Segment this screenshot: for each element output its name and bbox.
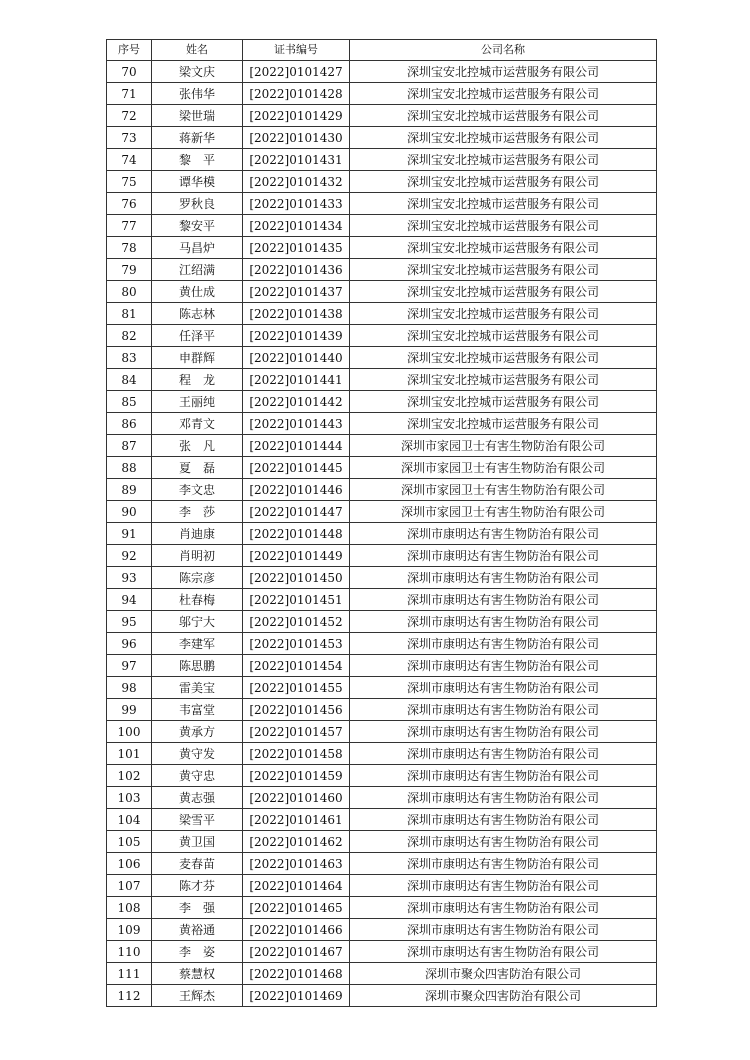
table-row [107,281,657,303]
row-name: 肖明初 [152,545,243,567]
table-row [107,149,657,171]
row-certificate-number: [2022]0101467 [243,941,350,963]
row-name: 黄仕成 [152,281,243,303]
row-certificate-number: [2022]0101457 [243,721,350,743]
row-certificate-number: [2022]0101444 [243,435,350,457]
row-serial-number: 79 [107,259,152,281]
row-serial-number: 72 [107,105,152,127]
row-serial-number: 106 [107,853,152,875]
row-company-name: 深圳市康明达有害生物防治有限公司 [350,875,657,897]
header-serial-number: 序号 [107,40,152,61]
row-company-name: 深圳市康明达有害生物防治有限公司 [350,589,657,611]
row-name: 黎 平 [152,149,243,171]
row-certificate-number: [2022]0101441 [243,369,350,391]
table-row [107,303,657,325]
row-name: 梁雪平 [152,809,243,831]
row-name: 陈志林 [152,303,243,325]
row-certificate-number: [2022]0101428 [243,83,350,105]
row-certificate-number: [2022]0101436 [243,259,350,281]
table-row [107,259,657,281]
row-serial-number: 102 [107,765,152,787]
row-name: 李 莎 [152,501,243,523]
table-row [107,83,657,105]
row-company-name: 深圳宝安北控城市运营服务有限公司 [350,193,657,215]
row-name: 黄守发 [152,743,243,765]
table-row [107,171,657,193]
row-name: 黄志强 [152,787,243,809]
row-company-name: 深圳宝安北控城市运营服务有限公司 [350,149,657,171]
row-name: 梁世瑞 [152,105,243,127]
row-company-name: 深圳宝安北控城市运营服务有限公司 [350,369,657,391]
header-certificate-number: 证书编号 [243,40,350,61]
row-company-name: 深圳市康明达有害生物防治有限公司 [350,655,657,677]
table-row [107,875,657,897]
row-certificate-number: [2022]0101449 [243,545,350,567]
table-row [107,435,657,457]
row-company-name: 深圳宝安北控城市运营服务有限公司 [350,259,657,281]
row-serial-number: 92 [107,545,152,567]
row-serial-number: 96 [107,633,152,655]
table-body [107,61,657,1007]
row-name: 李建军 [152,633,243,655]
certificate-table [106,39,657,1007]
row-name: 黄承方 [152,721,243,743]
table-row [107,457,657,479]
row-name: 蒋新华 [152,127,243,149]
row-certificate-number: [2022]0101463 [243,853,350,875]
row-name: 张 凡 [152,435,243,457]
row-company-name: 深圳市康明达有害生物防治有限公司 [350,765,657,787]
row-serial-number: 112 [107,985,152,1007]
row-serial-number: 93 [107,567,152,589]
row-certificate-number: [2022]0101453 [243,633,350,655]
row-serial-number: 76 [107,193,152,215]
row-company-name: 深圳宝安北控城市运营服务有限公司 [350,413,657,435]
row-name: 江绍满 [152,259,243,281]
row-serial-number: 109 [107,919,152,941]
row-company-name: 深圳宝安北控城市运营服务有限公司 [350,347,657,369]
row-certificate-number: [2022]0101446 [243,479,350,501]
row-company-name: 深圳宝安北控城市运营服务有限公司 [350,281,657,303]
row-certificate-number: [2022]0101448 [243,523,350,545]
row-name: 马昌炉 [152,237,243,259]
row-certificate-number: [2022]0101462 [243,831,350,853]
table-row [107,677,657,699]
row-company-name: 深圳市康明达有害生物防治有限公司 [350,567,657,589]
table-row [107,787,657,809]
row-certificate-number: [2022]0101435 [243,237,350,259]
row-company-name: 深圳市家园卫士有害生物防治有限公司 [350,479,657,501]
row-certificate-number: [2022]0101440 [243,347,350,369]
row-name: 陈宗彦 [152,567,243,589]
table-row [107,963,657,985]
row-certificate-number: [2022]0101459 [243,765,350,787]
row-serial-number: 89 [107,479,152,501]
row-name: 黄卫国 [152,831,243,853]
row-serial-number: 83 [107,347,152,369]
row-name: 夏 磊 [152,457,243,479]
row-company-name: 深圳市康明达有害生物防治有限公司 [350,809,657,831]
row-certificate-number: [2022]0101458 [243,743,350,765]
row-name: 黎安平 [152,215,243,237]
row-company-name: 深圳市聚众四害防治有限公司 [350,963,657,985]
row-certificate-number: [2022]0101460 [243,787,350,809]
row-serial-number: 70 [107,61,152,83]
row-serial-number: 94 [107,589,152,611]
table-row [107,391,657,413]
table-row [107,611,657,633]
row-name: 韦富堂 [152,699,243,721]
row-company-name: 深圳市康明达有害生物防治有限公司 [350,919,657,941]
row-name: 黄守忠 [152,765,243,787]
row-company-name: 深圳市康明达有害生物防治有限公司 [350,523,657,545]
table-row [107,809,657,831]
row-company-name: 深圳市康明达有害生物防治有限公司 [350,545,657,567]
row-serial-number: 82 [107,325,152,347]
row-company-name: 深圳市康明达有害生物防治有限公司 [350,831,657,853]
row-certificate-number: [2022]0101452 [243,611,350,633]
table-row [107,765,657,787]
row-serial-number: 90 [107,501,152,523]
row-name: 任泽平 [152,325,243,347]
row-serial-number: 104 [107,809,152,831]
row-name: 王辉杰 [152,985,243,1007]
table-row [107,545,657,567]
row-serial-number: 75 [107,171,152,193]
row-certificate-number: [2022]0101451 [243,589,350,611]
table-row [107,369,657,391]
table-row [107,853,657,875]
row-name: 麦春苗 [152,853,243,875]
row-certificate-number: [2022]0101431 [243,149,350,171]
row-company-name: 深圳市康明达有害生物防治有限公司 [350,787,657,809]
table-row [107,237,657,259]
row-certificate-number: [2022]0101427 [243,61,350,83]
table-row [107,567,657,589]
row-company-name: 深圳宝安北控城市运营服务有限公司 [350,215,657,237]
row-company-name: 深圳市家园卫士有害生物防治有限公司 [350,435,657,457]
row-company-name: 深圳市康明达有害生物防治有限公司 [350,853,657,875]
row-certificate-number: [2022]0101438 [243,303,350,325]
row-serial-number: 80 [107,281,152,303]
row-certificate-number: [2022]0101430 [243,127,350,149]
row-name: 梁文庆 [152,61,243,83]
row-serial-number: 110 [107,941,152,963]
table-row [107,105,657,127]
row-name: 雷美宝 [152,677,243,699]
row-serial-number: 100 [107,721,152,743]
row-serial-number: 98 [107,677,152,699]
row-serial-number: 111 [107,963,152,985]
table-row [107,589,657,611]
table-row [107,347,657,369]
row-name: 李文忠 [152,479,243,501]
row-name: 邬宁大 [152,611,243,633]
table-row [107,127,657,149]
row-company-name: 深圳宝安北控城市运营服务有限公司 [350,303,657,325]
table-row [107,193,657,215]
table-row [107,633,657,655]
row-serial-number: 107 [107,875,152,897]
row-serial-number: 103 [107,787,152,809]
row-certificate-number: [2022]0101442 [243,391,350,413]
table-row [107,919,657,941]
row-company-name: 深圳宝安北控城市运营服务有限公司 [350,237,657,259]
row-company-name: 深圳市康明达有害生物防治有限公司 [350,699,657,721]
row-certificate-number: [2022]0101466 [243,919,350,941]
row-certificate-number: [2022]0101439 [243,325,350,347]
row-certificate-number: [2022]0101464 [243,875,350,897]
row-serial-number: 85 [107,391,152,413]
row-serial-number: 88 [107,457,152,479]
row-company-name: 深圳市康明达有害生物防治有限公司 [350,897,657,919]
row-certificate-number: [2022]0101429 [243,105,350,127]
row-certificate-number: [2022]0101437 [243,281,350,303]
row-serial-number: 71 [107,83,152,105]
row-serial-number: 91 [107,523,152,545]
table-row [107,523,657,545]
row-serial-number: 108 [107,897,152,919]
row-company-name: 深圳市康明达有害生物防治有限公司 [350,721,657,743]
row-company-name: 深圳市康明达有害生物防治有限公司 [350,611,657,633]
table-row [107,985,657,1007]
row-name: 李 强 [152,897,243,919]
row-company-name: 深圳宝安北控城市运营服务有限公司 [350,105,657,127]
table-row [107,215,657,237]
row-company-name: 深圳市康明达有害生物防治有限公司 [350,941,657,963]
row-name: 李 姿 [152,941,243,963]
row-name: 程 龙 [152,369,243,391]
row-certificate-number: [2022]0101454 [243,655,350,677]
row-name: 王丽纯 [152,391,243,413]
row-certificate-number: [2022]0101450 [243,567,350,589]
row-company-name: 深圳宝安北控城市运营服务有限公司 [350,391,657,413]
row-certificate-number: [2022]0101461 [243,809,350,831]
row-company-name: 深圳市康明达有害生物防治有限公司 [350,633,657,655]
row-serial-number: 101 [107,743,152,765]
row-name: 谭华模 [152,171,243,193]
row-name: 张伟华 [152,83,243,105]
row-certificate-number: [2022]0101447 [243,501,350,523]
header-company-name: 公司名称 [350,40,657,61]
table-row [107,721,657,743]
row-serial-number: 87 [107,435,152,457]
row-name: 陈才芬 [152,875,243,897]
row-company-name: 深圳宝安北控城市运营服务有限公司 [350,171,657,193]
row-company-name: 深圳宝安北控城市运营服务有限公司 [350,83,657,105]
row-serial-number: 97 [107,655,152,677]
row-name: 蔡慧权 [152,963,243,985]
table-row [107,413,657,435]
row-certificate-number: [2022]0101465 [243,897,350,919]
header-name: 姓名 [152,40,243,61]
table-row [107,61,657,83]
row-serial-number: 73 [107,127,152,149]
row-name: 肖迪康 [152,523,243,545]
row-serial-number: 78 [107,237,152,259]
table-row [107,897,657,919]
table-row [107,743,657,765]
row-certificate-number: [2022]0101455 [243,677,350,699]
row-serial-number: 84 [107,369,152,391]
row-company-name: 深圳市家园卫士有害生物防治有限公司 [350,501,657,523]
row-serial-number: 77 [107,215,152,237]
row-company-name: 深圳宝安北控城市运营服务有限公司 [350,127,657,149]
row-serial-number: 86 [107,413,152,435]
row-name: 申群辉 [152,347,243,369]
row-certificate-number: [2022]0101433 [243,193,350,215]
table-row [107,699,657,721]
row-name: 罗秋良 [152,193,243,215]
row-certificate-number: [2022]0101445 [243,457,350,479]
row-certificate-number: [2022]0101443 [243,413,350,435]
table-row [107,501,657,523]
row-name: 黄裕通 [152,919,243,941]
table-header-row [107,40,657,61]
row-serial-number: 74 [107,149,152,171]
row-name: 邓青文 [152,413,243,435]
row-name: 杜春梅 [152,589,243,611]
table-row [107,831,657,853]
row-company-name: 深圳市康明达有害生物防治有限公司 [350,743,657,765]
row-certificate-number: [2022]0101432 [243,171,350,193]
row-company-name: 深圳市家园卫士有害生物防治有限公司 [350,457,657,479]
table-row [107,655,657,677]
row-serial-number: 105 [107,831,152,853]
row-certificate-number: [2022]0101434 [243,215,350,237]
row-certificate-number: [2022]0101469 [243,985,350,1007]
row-company-name: 深圳宝安北控城市运营服务有限公司 [350,61,657,83]
row-serial-number: 81 [107,303,152,325]
row-company-name: 深圳市聚众四害防治有限公司 [350,985,657,1007]
table-row [107,325,657,347]
row-serial-number: 95 [107,611,152,633]
row-serial-number: 99 [107,699,152,721]
row-company-name: 深圳市康明达有害生物防治有限公司 [350,677,657,699]
table-row [107,479,657,501]
row-certificate-number: [2022]0101468 [243,963,350,985]
row-certificate-number: [2022]0101456 [243,699,350,721]
row-name: 陈思鹏 [152,655,243,677]
row-company-name: 深圳宝安北控城市运营服务有限公司 [350,325,657,347]
table-row [107,941,657,963]
